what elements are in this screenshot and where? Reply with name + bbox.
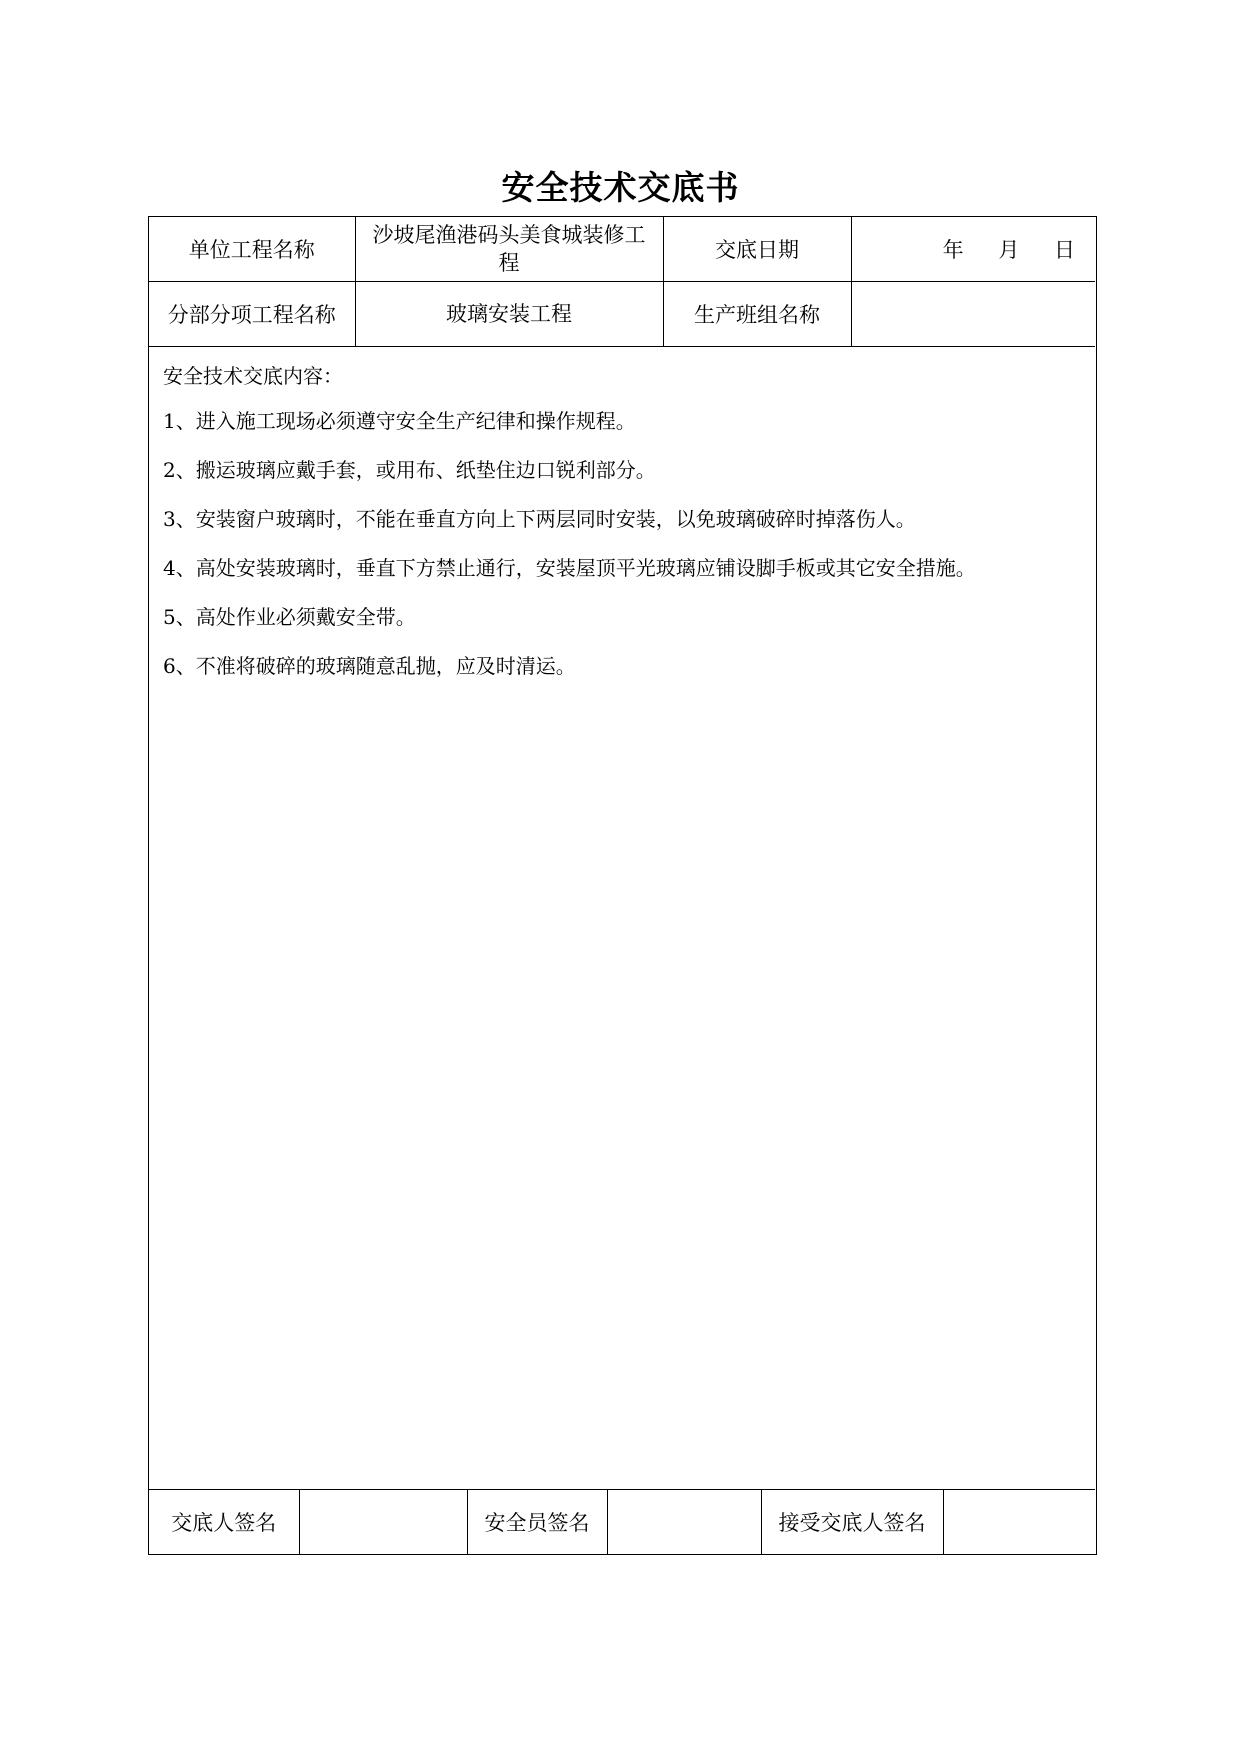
content-item: 5、高处作业必须戴安全带。	[163, 605, 416, 629]
content-item: 4、高处安装玻璃时，垂直下方禁止通行，安装屋顶平光玻璃应铺设脚手板或其它安全措施。	[163, 556, 976, 580]
disclosure-content	[149, 349, 1095, 1488]
safety-officer-signature-field[interactable]	[607, 1490, 761, 1555]
discloser-signature-label: 交底人签名	[149, 1490, 299, 1555]
content-heading: 安全技术交底内容：	[163, 364, 343, 388]
discloser-signature-field[interactable]	[299, 1490, 467, 1555]
content-item: 6、不准将破碎的玻璃随意乱抛，应及时清运。	[163, 654, 576, 678]
team-value	[851, 282, 1095, 347]
signature-row	[149, 1490, 1095, 1555]
receiver-signature-label: 接受交底人签名	[761, 1490, 943, 1555]
date-year: 年	[942, 238, 964, 262]
document-title: 安全技术交底书	[501, 168, 740, 207]
content-item: 2、搬运玻璃应戴手套，或用布、纸垫住边口锐利部分。	[163, 458, 656, 482]
team-label: 生产班组名称	[663, 282, 851, 347]
info-row-1	[149, 217, 1095, 282]
disclosure-form	[148, 216, 1097, 1555]
info-table	[149, 217, 1095, 347]
date-value	[851, 217, 1095, 282]
sub-project-value: 玻璃安装工程	[355, 282, 663, 347]
unit-project-value: 沙坡尾渔港码头美食城装修工程	[355, 217, 663, 282]
date-month: 月	[998, 238, 1020, 262]
sub-project-label: 分部分项工程名称	[149, 282, 355, 347]
info-row-2	[149, 282, 1095, 347]
date-label: 交底日期	[663, 217, 851, 282]
unit-project-label: 单位工程名称	[149, 217, 355, 282]
signature-table	[149, 1489, 1095, 1554]
content-item: 3、安装窗户玻璃时，不能在垂直方向上下两层同时安装，以免玻璃破碎时掉落伤人。	[163, 507, 916, 531]
content-item: 1、进入施工现场必须遵守安全生产纪律和操作规程。	[163, 409, 636, 433]
receiver-signature-field[interactable]	[943, 1490, 1095, 1555]
safety-officer-signature-label: 安全员签名	[467, 1490, 607, 1555]
date-day: 日	[1054, 238, 1075, 262]
